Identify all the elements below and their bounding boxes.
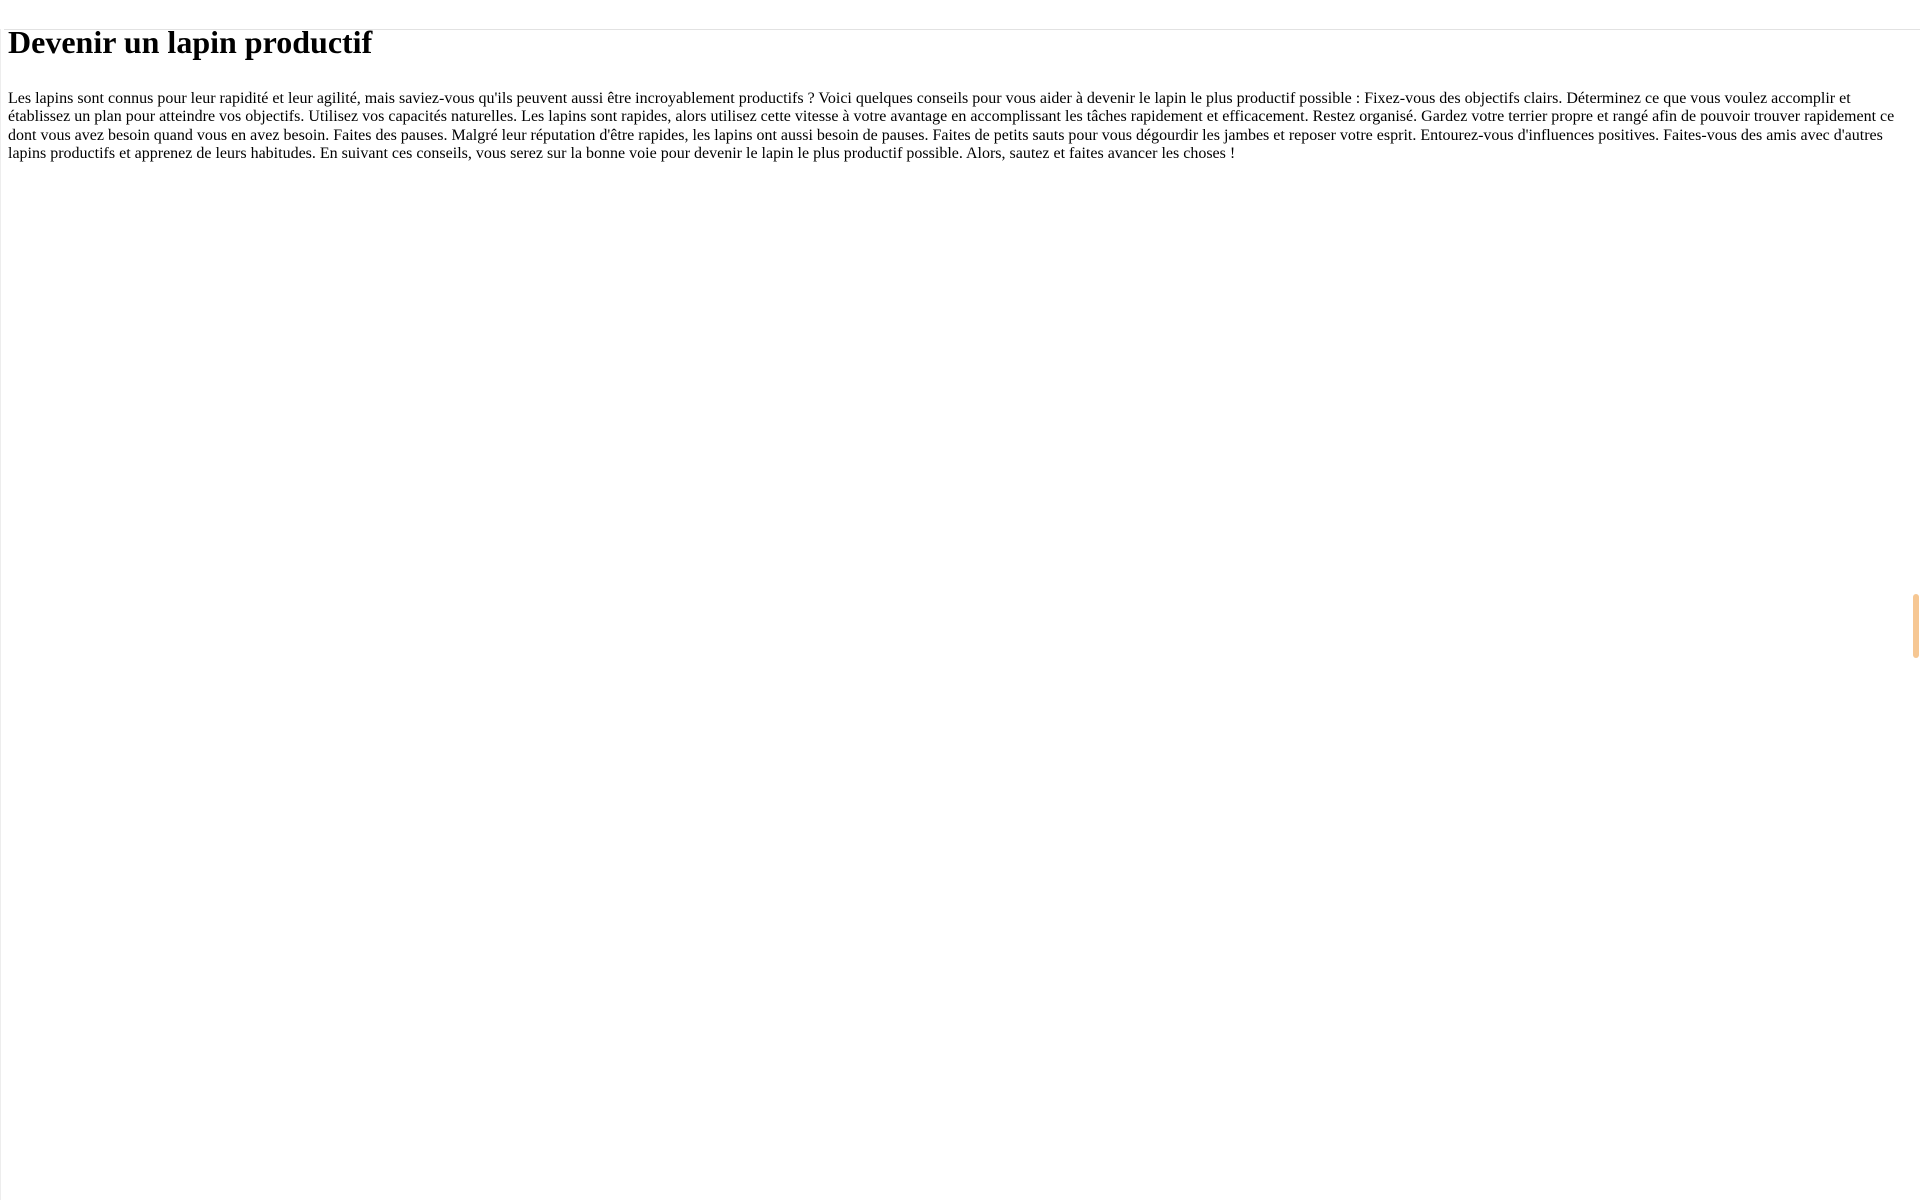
page-content (0, 24, 1920, 163)
page-title: Devenir un lapin productif (8, 24, 373, 60)
window-left-edge (0, 29, 1, 1200)
browser-viewport (0, 24, 1920, 1200)
article-paragraph: Les lapins sont connus pour leur rapidité et leur agilité, mais saviez-vous qu'ils peuvent aussi être incroyablement productifs ? Voici quelques conseils pour vous aider à devenir le lapin le plus productif possible : Fixez-vous des objectifs clairs. Déterminez ce que vous voulez accomplir et établissez un plan pour atteindre vos objectifs. Utilisez vos capacités naturelles. Les lapins sont rapides, alors utilisez cette vitesse à votre avantage en accomplissant les tâches rapidement et efficacement. Restez organisé. Gardez votre terrier propre et rangé afin de pouvoir trouver rapidement ce dont vous avez besoin quand vous en avez besoin. Faites des pauses. Malgré leur réputation d'être rapides, les lapins ont aussi besoin de pauses. Faites de petits sauts pour vous dégourdir les jambes et reposer votre esprit. Entourez-vous d'influences positives. Faites-vous des amis avec d'autres lapins productifs et apprenez de leurs habitudes. En suivant ces conseils, vous serez sur la bonne voie pour devenir le lapin le plus productif possible. Alors, sautez et faites avancer les choses ! (8, 89, 1895, 162)
scrollbar-thumb[interactable] (1913, 594, 1919, 658)
